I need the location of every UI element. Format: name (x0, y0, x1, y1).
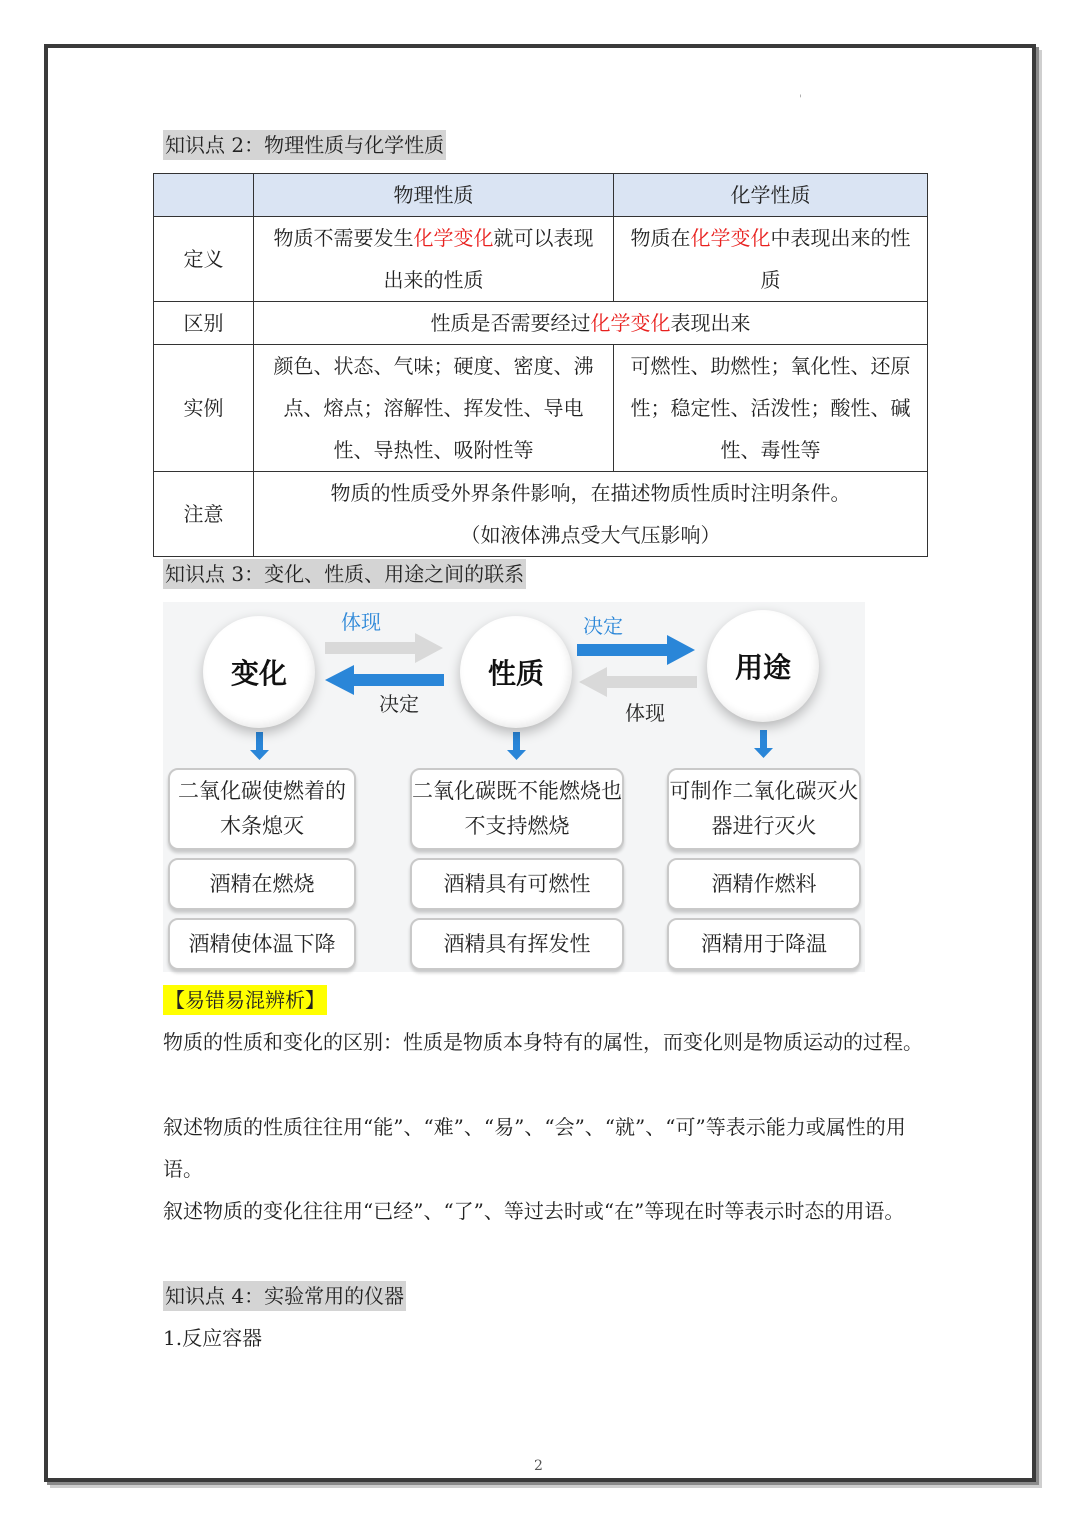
text-part: 物质在 (630, 226, 691, 250)
arrow-use-to-property (579, 667, 697, 697)
node-change: 变化 (203, 616, 315, 728)
section-3-heading: 知识点 3：变化、性质、用途之间的联系 (163, 559, 526, 589)
box-change-1: 二氧化碳使燃着的木条熄灭 (168, 768, 356, 850)
box-use-1: 可制作二氧化碳灭火器进行灭火 (667, 768, 861, 850)
box-property-2: 酒精具有可燃性 (410, 858, 624, 910)
down-arrow-use (754, 730, 773, 758)
text-part: 性质是否需要经过 (430, 311, 591, 335)
box-property-1: 二氧化碳既不能燃烧也不支持燃烧 (410, 768, 624, 850)
text-part: 中表现出来的性质 (760, 226, 911, 292)
down-arrow-property (507, 732, 526, 760)
cell-definition-chemical (614, 217, 928, 302)
cell-examples-physical: 颜色、状态、气味；硬度、密度、沸点、熔点；溶解性、挥发性、导电性、导热性、吸附性等 (254, 345, 614, 472)
cell-difference (254, 302, 928, 345)
label-determine-1: 决定 (379, 692, 419, 716)
note-line-2: （如液体沸点受大气压影响） (460, 523, 721, 547)
table-row-note (154, 472, 928, 557)
label-embody-2: 体现 (625, 701, 665, 725)
arrow-change-to-property (325, 633, 443, 663)
header-chemical: 化学性质 (614, 174, 928, 217)
note-line-1: 物质的性质受外界条件影响，在描述物质性质时注明条件。 (330, 481, 851, 505)
row-label-note: 注意 (154, 472, 254, 557)
box-property-3: 酒精具有挥发性 (410, 918, 624, 970)
node-use: 用途 (707, 610, 819, 722)
table-header-row (154, 174, 928, 217)
row-label-examples: 实例 (154, 345, 254, 472)
arrow-property-to-use (577, 635, 695, 665)
table-corner-cell (154, 174, 254, 217)
corner-mark: ' (799, 94, 802, 105)
section-2-heading: 知识点 2：物理性质与化学性质 (163, 130, 446, 160)
confusion-paragraph-1: 物质的性质和变化的区别：性质是物质本身特有的属性，而变化则是物质运动的过程。 (163, 1030, 923, 1054)
properties-table (153, 173, 928, 557)
box-use-3: 酒精用于降温 (667, 918, 861, 970)
cell-definition-physical (254, 217, 614, 302)
label-determine-2: 决定 (583, 614, 623, 638)
highlight-chemical-change: 化学变化 (690, 226, 771, 250)
box-change-2: 酒精在燃烧 (168, 858, 356, 910)
header-physical: 物理性质 (254, 174, 614, 217)
text-part: 物质不需要发生 (273, 226, 414, 250)
row-label-definition: 定义 (154, 217, 254, 302)
node-property: 性质 (460, 616, 572, 728)
page-number: 2 (534, 1458, 543, 1474)
confusion-tag: 【易错易混辨析】 (163, 985, 327, 1015)
table-row-difference (154, 302, 928, 345)
box-change-3: 酒精使体温下降 (168, 918, 356, 970)
table-row-definition (154, 217, 928, 302)
label-embody-1: 体现 (341, 610, 381, 634)
cell-note (254, 472, 928, 557)
row-label-difference: 区别 (154, 302, 254, 345)
cell-examples-chemical: 可燃性、助燃性；氧化性、还原性；稳定性、活泼性；酸性、碱性、毒性等 (614, 345, 928, 472)
section-4-item-1: 1.反应容器 (163, 1326, 263, 1350)
confusion-paragraph-2: 叙述物质的性质往往用“能”、“难”、“易”、“会”、“就”、“可”等表示能力或属性的用语。 (163, 1115, 906, 1181)
highlight-chemical-change: 化学变化 (590, 311, 671, 335)
section-4-heading: 知识点 4：实验常用的仪器 (163, 1281, 406, 1311)
relationship-diagram (163, 602, 865, 972)
text-part: 就可以表现出来的性质 (383, 226, 594, 292)
down-arrow-change (250, 732, 269, 760)
table-row-examples (154, 345, 928, 472)
box-use-2: 酒精作燃料 (667, 858, 861, 910)
text-part: 表现出来 (670, 311, 751, 335)
confusion-paragraph-3: 叙述物质的变化往往用“已经”、“了”、等过去时或“在”等现在时等表示时态的用语。 (163, 1199, 905, 1223)
highlight-chemical-change: 化学变化 (413, 226, 494, 250)
